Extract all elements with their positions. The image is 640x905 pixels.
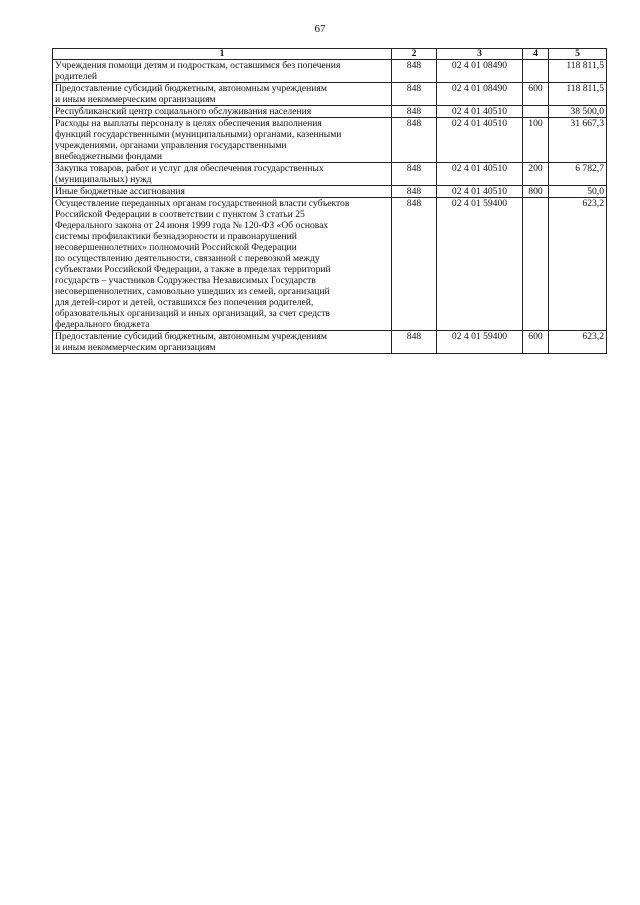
expense-name-line: родителей [55,71,97,82]
amount-cell: 118 811,5 [549,60,607,83]
expense-type-cell: 600 [523,331,549,354]
ministry-code-cell: 848 [392,331,437,354]
expense-name-line: Предоставление субсидий бюджетным, автономным учреждениям [55,331,327,342]
expense-name-line: Расходы на выплаты персоналу в целях обеспечения выполнения [55,118,322,129]
expense-type-cell: 600 [523,83,549,106]
expense-type-cell: 200 [523,163,549,186]
expense-name-line: субъектами Российской Федерации, а также в пределах территорий [55,264,331,275]
table-row [53,163,607,186]
ministry-code-cell: 848 [392,118,437,163]
expense-name-cell [53,186,392,198]
expense-name-cell [53,331,392,354]
expense-name-line: для детей-сирот и детей, оставшихся без попечения родителей, [55,297,314,308]
header-col-3: 3 [437,49,523,60]
expense-name-line: (муниципальных) нужд [55,174,152,185]
amount-cell: 31 667,3 [549,118,607,163]
expense-name-line: системы профилактики безнадзорности и правонарушений [55,231,297,242]
ministry-code-cell: 848 [392,163,437,186]
target-article-cell: 02 4 01 40510 [437,186,523,198]
target-article-cell: 02 4 01 59400 [437,198,523,331]
expense-type-cell [523,106,549,118]
target-article-cell: 02 4 01 59400 [437,331,523,354]
expense-name-line: Российской Федерации в соответствии с пунктом 3 статьи 25 [55,209,305,220]
ministry-code-cell: 848 [392,198,437,331]
table-header [53,49,607,60]
expense-name-line: и иным некоммерческим организациям [55,94,216,105]
expense-name-line: Иные бюджетные ассигнования [55,186,185,197]
expense-name-line: Учреждения помощи детям и подросткам, оставшимся без попечения [55,60,341,71]
target-article-cell: 02 4 01 08490 [437,60,523,83]
expense-name-line: функций государственными (муниципальными) органами, казенными [55,129,342,140]
page-number: 67 [314,23,326,35]
ministry-code-cell: 848 [392,83,437,106]
expense-name-line: Республиканский центр социального обслуживания населения [55,106,312,117]
expense-name-line: внебюджетными фондами [55,151,162,162]
table-row [53,198,607,331]
amount-cell: 623,2 [549,331,607,354]
header-col-1: 1 [53,49,392,60]
budget-table [52,48,607,354]
table-row [53,83,607,106]
header-col-2: 2 [392,49,437,60]
table-row [53,331,607,354]
expense-type-cell [523,60,549,83]
ministry-code-cell: 848 [392,106,437,118]
target-article-cell: 02 4 01 40510 [437,106,523,118]
expense-name-line: государств – участников Содружества Независимых Государств [55,275,316,286]
expense-name-cell [53,198,392,331]
amount-cell: 118 811,5 [549,83,607,106]
header-col-4: 4 [523,49,549,60]
expense-name-line: федерального бюджета [55,319,150,330]
expense-name-cell [53,83,392,106]
expense-name-line: по осуществлению деятельности, связанной с перевозкой между [55,253,320,264]
expense-name-line: учреждениями, органами управления государственными [55,140,287,151]
header-row [53,49,607,60]
expense-type-cell: 800 [523,186,549,198]
expense-name-line: и иным некоммерческим организациям [55,342,216,353]
expense-name-cell [53,60,392,83]
expense-name-line: Осуществление переданных органам государственной власти субъектов [55,198,350,209]
amount-cell: 623,2 [549,198,607,331]
expense-name-line: несовершеннолетних, самовольно ушедших из семей, организаций [55,286,330,297]
expense-name-line: Закупка товаров, работ и услуг для обеспечения государственных [55,163,324,174]
table-row [53,106,607,118]
expense-name-line: несовершеннолетних» полномочий Российской Федерации [55,242,297,253]
ministry-code-cell: 848 [392,186,437,198]
expense-type-cell: 100 [523,118,549,163]
table-body [53,60,607,354]
amount-cell: 38 500,0 [549,106,607,118]
expense-type-cell [523,198,549,331]
table-row [53,118,607,163]
amount-cell: 6 782,7 [549,163,607,186]
header-col-5: 5 [549,49,607,60]
target-article-cell: 02 4 01 40510 [437,118,523,163]
target-article-cell: 02 4 01 08490 [437,83,523,106]
expense-name-cell [53,118,392,163]
expense-name-cell [53,163,392,186]
expense-name-line: Федерального закона от 24 июня 1999 года № 120-ФЗ «Об основах [55,220,329,231]
table-row [53,186,607,198]
table-row [53,60,607,83]
expense-name-line: образовательных организаций и иных организаций, за счет средств [55,308,330,319]
target-article-cell: 02 4 01 40510 [437,163,523,186]
expense-name-cell [53,106,392,118]
expense-name-line: Предоставление субсидий бюджетным, автономным учреждениям [55,83,327,94]
amount-cell: 50,0 [549,186,607,198]
ministry-code-cell: 848 [392,60,437,83]
